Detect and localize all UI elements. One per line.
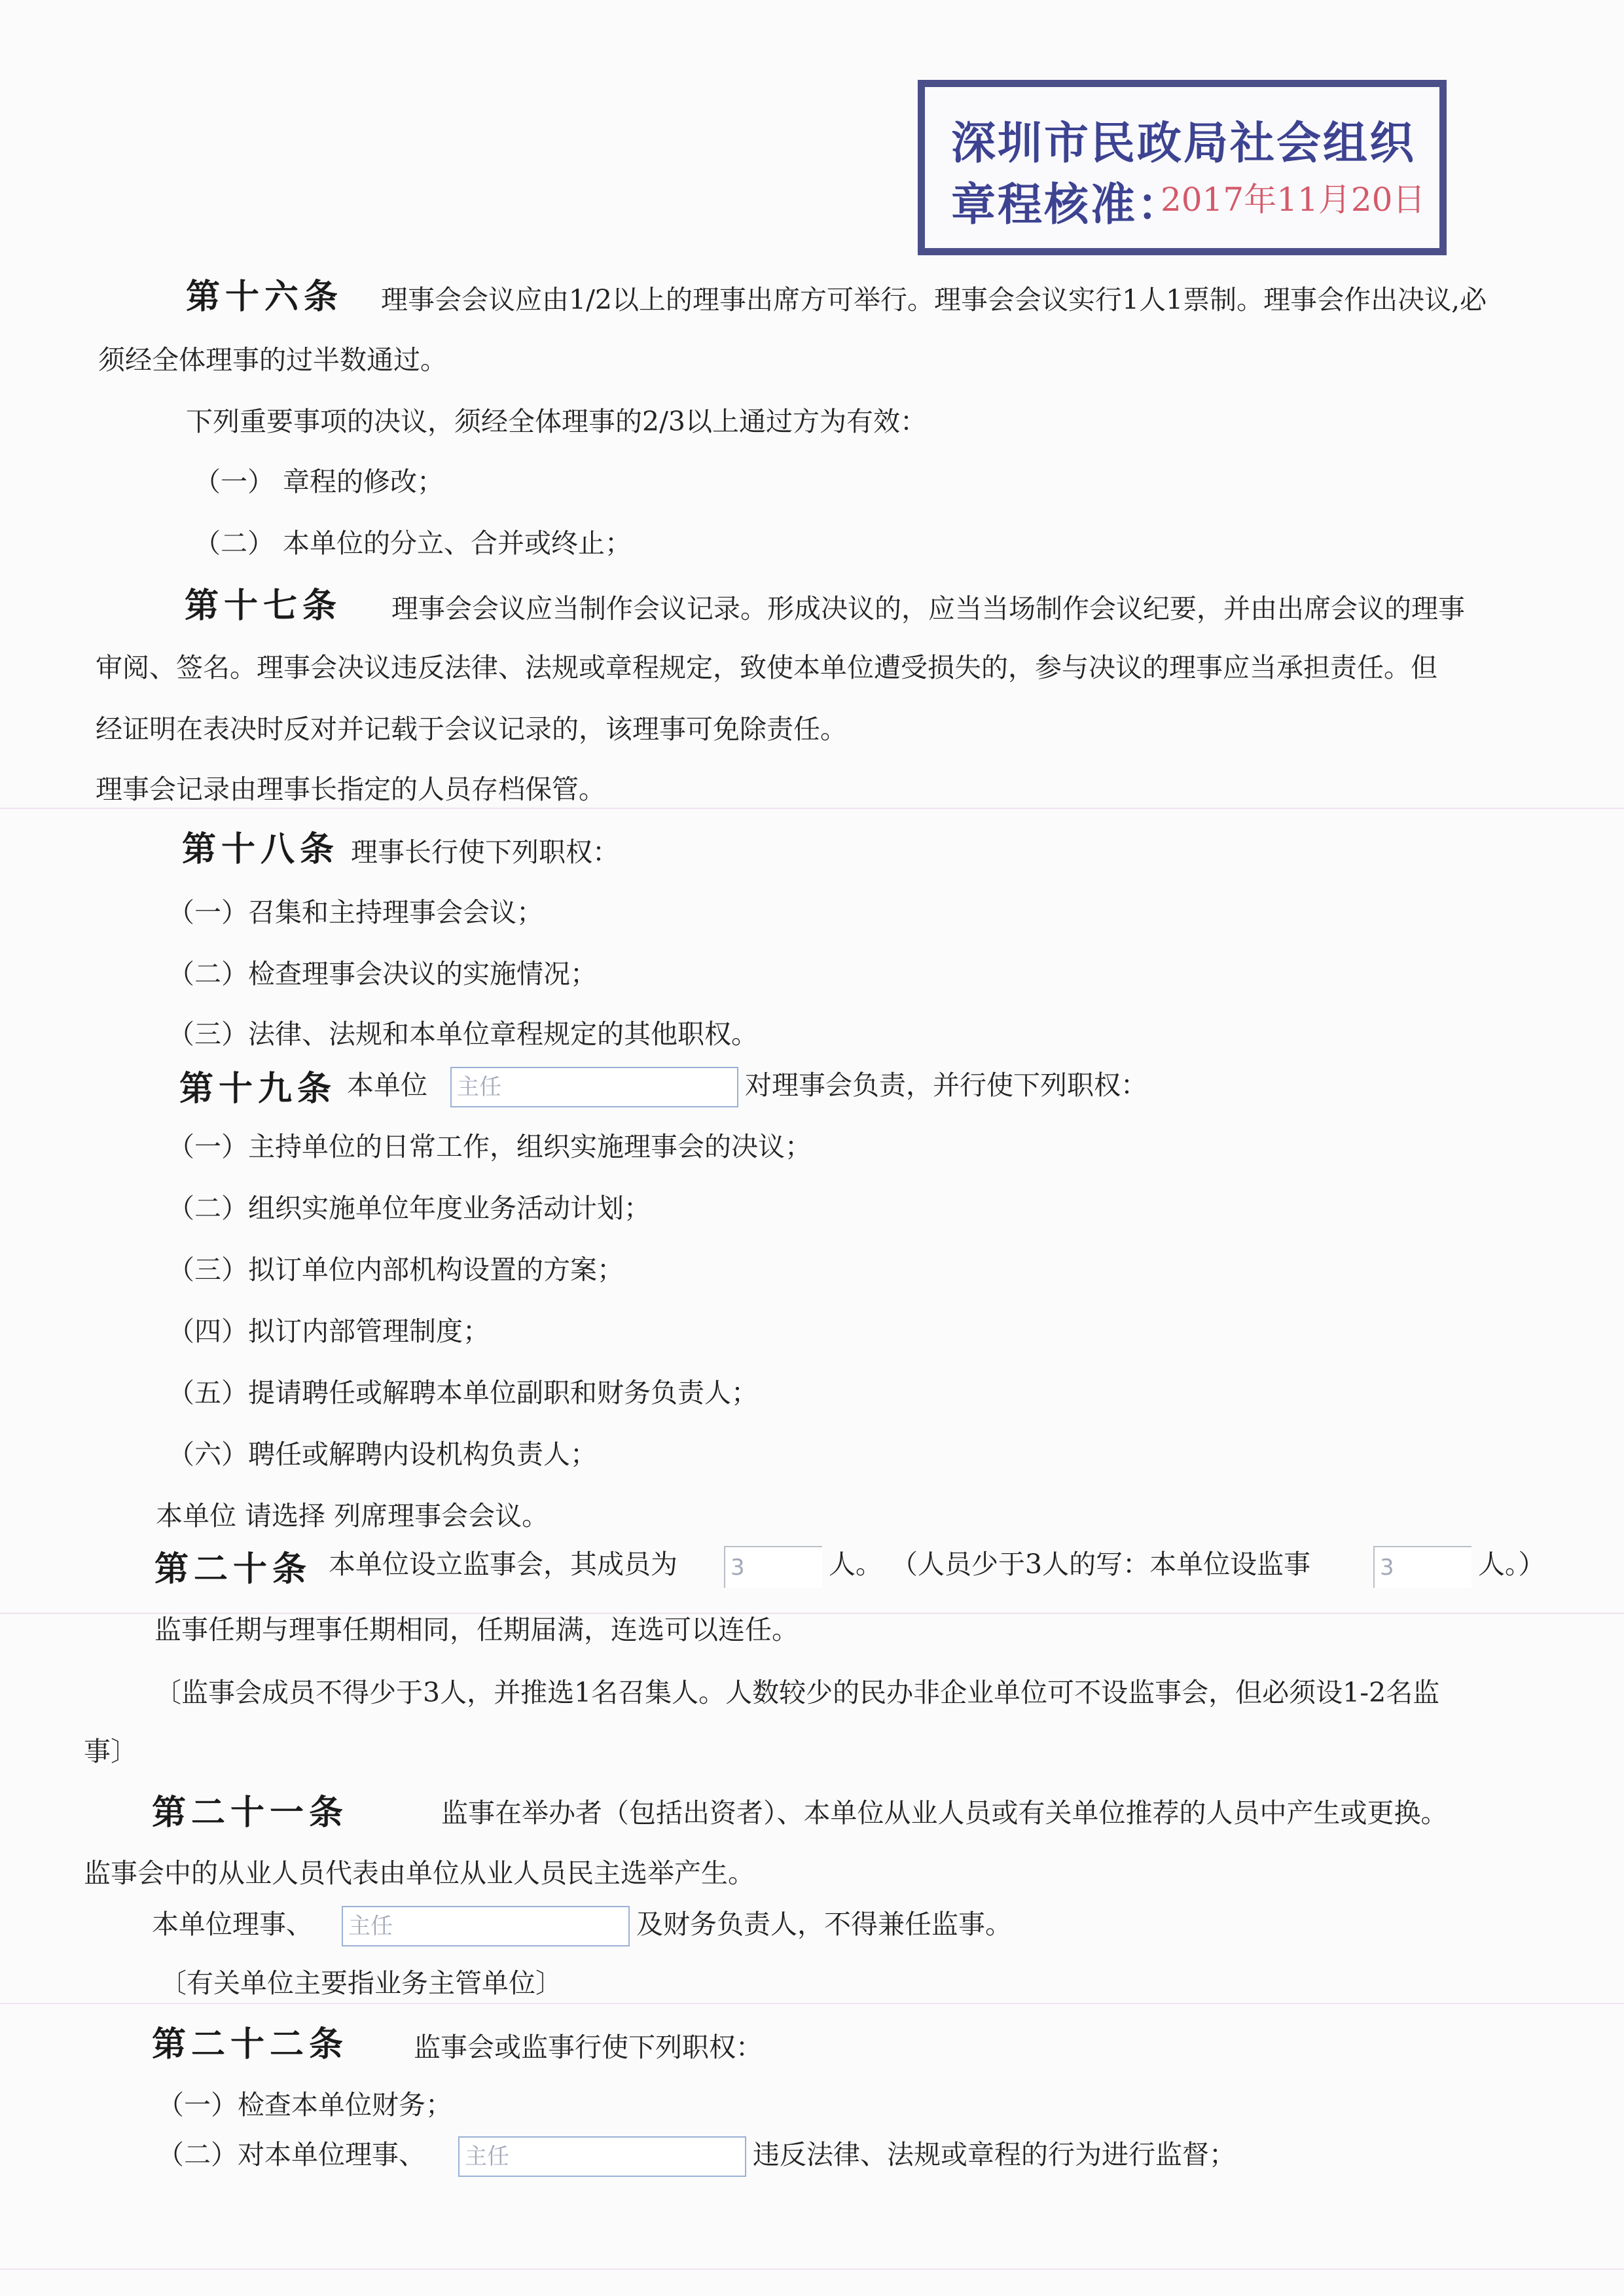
article-22-title: 第二十二条	[152, 2024, 349, 2064]
article-21-text: 及财务负责人，不得兼任监事。	[636, 1909, 1012, 1940]
article-20-text: 本单位设立监事会，其成员为	[329, 1549, 677, 1580]
position-field[interactable]: 主任	[342, 1906, 630, 1946]
article-21-text: 监事会中的从业人员代表由单位从业人员民主选举产生。	[84, 1857, 755, 1889]
article-20-text: 事〕	[84, 1736, 137, 1767]
article-19-item: （六）聘任或解聘内设机构负责人；	[168, 1439, 597, 1470]
article-19-item: （一）主持单位的日常工作，组织实施理事会的决议；	[168, 1131, 812, 1162]
article-22-item: （二）对本单位理事、	[157, 2139, 425, 2170]
article-21-title: 第二十一条	[152, 1793, 349, 1833]
article-18-item: （二）检查理事会决议的实施情况；	[168, 958, 597, 990]
article-22-item: 违反法律、法规或章程的行为进行监督；	[753, 2139, 1236, 2170]
article-19-item: （三）拟订单位内部机构设置的方案；	[168, 1254, 624, 1285]
article-20-text: 〔监事会成员不得少于3人，并推选1名召集人。人数较少的民办非企业单位可不设监事会，但必须设1-2名监	[154, 1677, 1440, 1708]
paper-rule	[0, 2003, 1624, 2004]
article-22-item: （一）检查本单位财务；	[157, 2089, 452, 2121]
stamp-date: 2017年11月20日	[1161, 181, 1426, 219]
article-19-item: （五）提请聘任或解聘本单位副职和财务负责人；	[168, 1377, 758, 1408]
stamp-authority: 深圳市民政局社会组织	[951, 118, 1416, 170]
article-21-note: 〔有关单位主要指业务主管单位〕	[160, 1967, 562, 1999]
article-18-item: （一）召集和主持理事会会议；	[168, 897, 543, 928]
article-18-item: （三）法律、法规和本单位章程规定的其他职权。	[168, 1018, 758, 1050]
article-22-text: 监事会或监事行使下列职权：	[414, 2032, 763, 2063]
paper-rule	[0, 2269, 1624, 2270]
stamp-approval-label: 章程核准：	[951, 179, 1184, 231]
article-19-item: （四）拟订内部管理制度；	[168, 1316, 490, 1347]
article-16-text: 理事会会议应由1/2以上的理事出席方可举行。理事会会议实行1人1票制。理事会作出决议,必	[381, 284, 1487, 315]
article-20-text: 人。）	[1478, 1549, 1545, 1580]
supervisor-count-field[interactable]: 3	[1373, 1546, 1471, 1588]
article-18-text: 理事长行使下列职权：	[351, 836, 619, 868]
article-16-text: 下列重要事项的决议，须经全体理事的2/3以上通过方为有效：	[186, 406, 927, 437]
article-16-text: 须经全体理事的过半数通过。	[98, 344, 447, 376]
position-field[interactable]: 主任	[458, 2136, 746, 2177]
article-21-text: 监事在举办者（包括出资者）、本单位从业人员或有关单位推荐的人员中产生或更换。	[441, 1797, 1448, 1829]
article-19-item: （二）组织实施单位年度业务活动计划；	[168, 1193, 651, 1224]
article-16-item: （二） 本单位的分立、合并或终止；	[194, 528, 632, 559]
article-19-text: 本单位 请选择 列席理事会会议。	[156, 1500, 549, 1532]
article-21-text: 本单位理事、	[152, 1909, 313, 1940]
article-20-title: 第二十条	[154, 1549, 312, 1589]
position-field[interactable]: 主任	[450, 1067, 738, 1107]
article-19-text: 本单位	[347, 1069, 427, 1101]
article-17-text: 理事会记录由理事长指定的人员存档保管。	[96, 774, 605, 805]
article-17-text: 经证明在表决时反对并记载于会议记录的，该理事可免除责任。	[96, 713, 847, 745]
article-20-text: 监事任期与理事任期相同，任期届满，连选可以连任。	[154, 1614, 799, 1645]
article-17-text: 审阅、签名。理事会决议违反法律、法规或章程规定，致使本单位遭受损失的，参与决议的理事应当承担责任。但	[96, 652, 1437, 683]
article-19-title: 第十九条	[179, 1069, 337, 1109]
article-17-title: 第十七条	[185, 586, 342, 626]
article-17-text: 理事会会议应当制作会议记录。形成决议的，应当当场制作会议纪要，并由出席会议的理事	[391, 593, 1465, 624]
approval-stamp	[918, 80, 1447, 255]
article-16-title: 第十六条	[186, 277, 344, 317]
article-16-item: （一） 章程的修改；	[194, 466, 444, 497]
article-20-text: 人。 （人员少于3人的写：本单位设监事	[829, 1549, 1311, 1580]
article-19-text: 对理事会负责，并行使下列职权：	[745, 1069, 1147, 1101]
supervisor-count-field[interactable]: 3	[724, 1546, 822, 1588]
article-18-title: 第十八条	[182, 829, 340, 869]
